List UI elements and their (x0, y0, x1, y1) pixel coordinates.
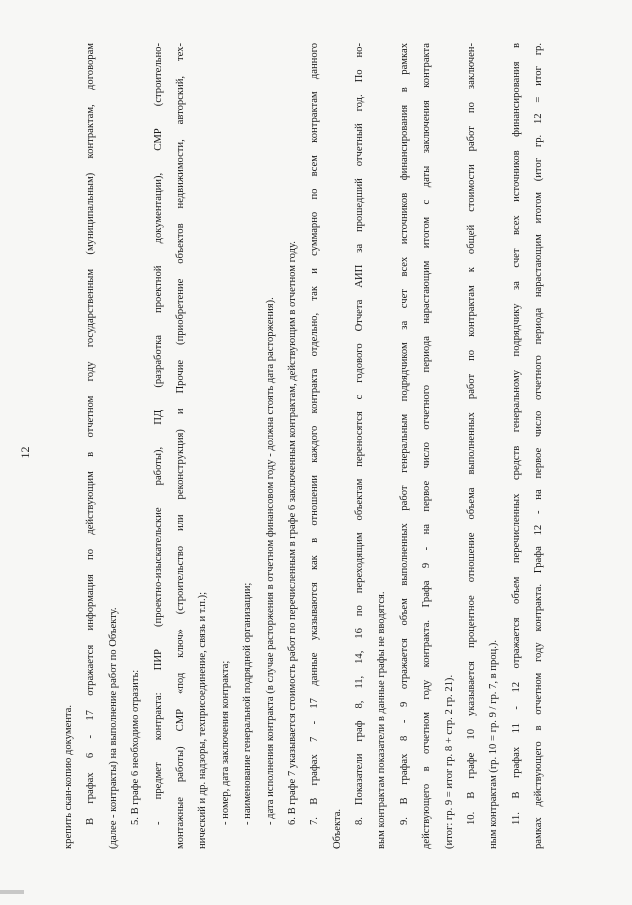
scan-artifact (0, 890, 24, 894)
page-number: 12 (18, 446, 32, 459)
text-line: - предмет контракта: ПИР (проектно-изыскательские работы), ПД (разработка проектной документации), СМР (строительно- (152, 43, 164, 825)
text-line: 7. В графах 7 - 17 данные указываются как в отношении каждого контракта отдельно, так и суммарно по всем контрактам данного (309, 43, 321, 825)
text-line: действующего в отчетном году контракта. Графа 9 - на первое число отчетного периода нарастающим итогом с даты заключения контракта (421, 43, 433, 849)
text-line: Объекта. (331, 808, 343, 849)
text-line: 9. В графах 8 - 9 отражается объем выполненных работ генеральным подрядчиком за счет всех источников финансирования в рамках (398, 43, 410, 825)
text-line: (итог: гр. 9 = итог гр. 8 + стр. 2 гр. 21). (443, 674, 455, 849)
text-line: 6. В графе 7 указывается стоимость работ по перечисленным в графе 6 заключенным контрактам, действующим в отчетном году. (286, 241, 298, 825)
text-line: В графах 6 - 17 отражается информация по действующим в отчетном году государственным (муниципальным) контрактам, договорам (85, 43, 97, 825)
text-line: нический и др. надзоры, техприсоединение, связь и т.п.); (197, 591, 209, 849)
text-line: рамках действующего в отчетном году контракта. Графа 12 - на первое число отчетного периода нарастающим итогом (итог гр. 12 = итог гр. (533, 43, 545, 849)
document-body (58, 43, 551, 849)
text-line: монтажные работы) СМР «под ключ» (строительство или реконструкция) и Прочие (приобретение объектов недвижимости, авторский, тех- (174, 43, 186, 849)
text-line: 11. В графах 11 - 12 отражается объем перечисленных средств генеральному подрядчику за счет всех источников финансирования в (510, 43, 522, 825)
text-line: - номер, дата заключения контракта; (219, 660, 231, 825)
text-line: - наименование генеральной подрядной организации; (242, 582, 254, 825)
text-line: 8. Показатели граф 8, 11, 14, 16 по переходящим объектам переносятся с годового Отчета АИП за прошедший отчетный год. По но- (354, 43, 366, 825)
text-line: 10. В графе 10 указывается процентное отношение объема выполненных работ по контрактам к общей стоимости работ по заключен- (466, 43, 478, 825)
text-line: вым контрактам показатели в данные графы не вводятся. (376, 591, 388, 849)
text-line: (далее - контракты) на выполнение работ по Объекту. (107, 607, 119, 849)
text-line: - дата исполнения контракта (в случае расторжения в отчетном финансовом году - должна стоять дата расторжения). (264, 297, 276, 825)
text-line: крепить скан-копию документа. (63, 704, 74, 849)
text-line: ным контрактам (гр. 10 = гр. 9 / гр. 7, в проц.). (488, 639, 500, 849)
text-line: 5. В графе 6 необходимо отразить: (130, 669, 142, 825)
